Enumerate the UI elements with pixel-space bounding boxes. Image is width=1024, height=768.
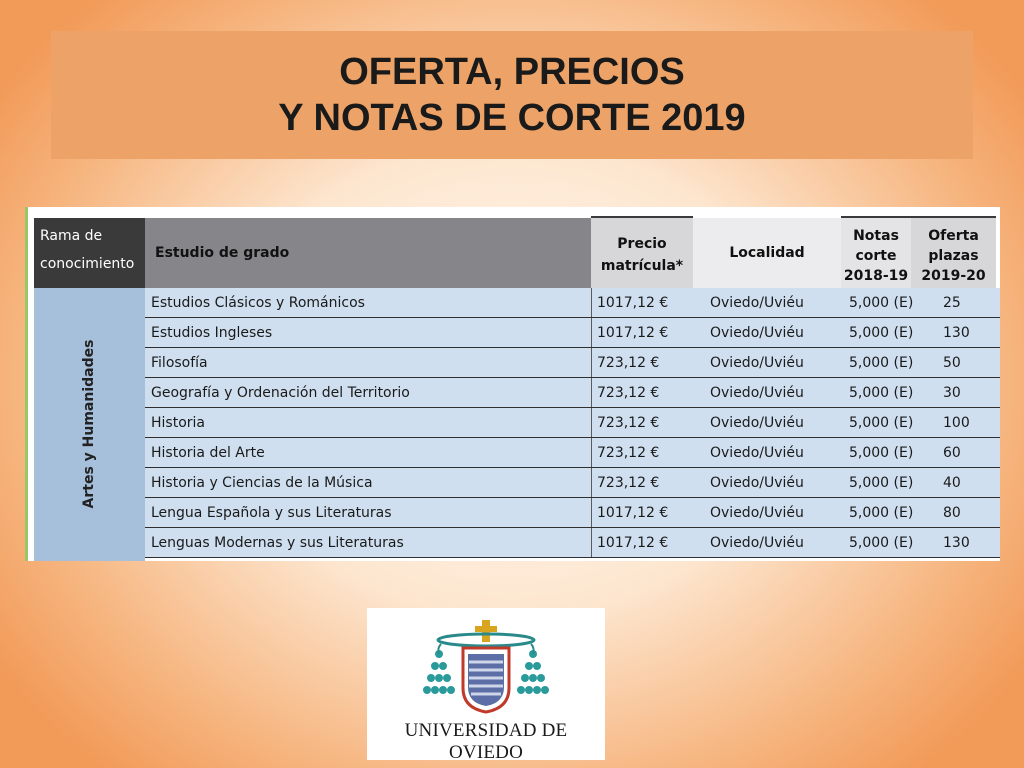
cell-localidad: Oviedo/Uviéu: [710, 385, 804, 401]
cell-plazas: 25: [943, 295, 961, 311]
cell-estudio: Lenguas Modernas y sus Literaturas: [151, 535, 404, 551]
table-body: [145, 288, 1000, 558]
table-row: [145, 528, 1000, 558]
title-line-2: Y NOTAS DE CORTE 2019: [278, 97, 746, 139]
cell-localidad: Oviedo/Uviéu: [710, 295, 804, 311]
cell-nota: 5,000 (E): [849, 445, 914, 461]
table-row: [145, 348, 1000, 378]
cell-localidad: Oviedo/Uviéu: [710, 535, 804, 551]
cell-estudio: Geografía y Ordenación del Territorio: [151, 385, 410, 401]
cell-plazas: 60: [943, 445, 961, 461]
cell-precio: 723,12 €: [597, 475, 660, 491]
university-crest-icon: [367, 608, 605, 718]
header-precio-line2: matrícula*: [600, 258, 684, 274]
cell-estudio: Estudios Clásicos y Románicos: [151, 295, 365, 311]
header-precio: [591, 218, 693, 288]
header-notas-line2: corte: [855, 248, 897, 264]
cell-precio: 723,12 €: [597, 355, 660, 371]
cell-nota: 5,000 (E): [849, 505, 914, 521]
cell-localidad: Oviedo/Uviéu: [710, 355, 804, 371]
header-rama: [34, 218, 145, 288]
table-row: [145, 438, 1000, 468]
cell-estudio: Estudios Ingleses: [151, 325, 273, 341]
cell-localidad: Oviedo/Uviéu: [710, 445, 804, 461]
column-separator: [591, 408, 592, 437]
table-row: [145, 468, 1000, 498]
column-separator: [591, 528, 592, 557]
cell-nota: 5,000 (E): [849, 415, 914, 431]
cell-precio: 1017,12 €: [597, 325, 669, 341]
header-oferta-line1: Oferta: [928, 228, 979, 244]
cell-plazas: 40: [943, 475, 961, 491]
cell-plazas: 50: [943, 355, 961, 371]
rama-label: Artes y Humanidades: [81, 339, 97, 509]
cell-localidad: Oviedo/Uviéu: [710, 325, 804, 341]
column-separator: [591, 468, 592, 497]
header-rama-line2: conocimiento: [40, 256, 135, 272]
table-row: [145, 498, 1000, 528]
header-notas: [841, 218, 911, 288]
cell-precio: 723,12 €: [597, 385, 660, 401]
cell-localidad: Oviedo/Uviéu: [710, 475, 804, 491]
cell-nota: 5,000 (E): [849, 385, 914, 401]
cell-plazas: 80: [943, 505, 961, 521]
cell-precio: 723,12 €: [597, 445, 660, 461]
cell-precio: 723,12 €: [597, 415, 660, 431]
cell-estudio: Historia: [151, 415, 205, 431]
rama-column: [34, 288, 145, 561]
cell-plazas: 30: [943, 385, 961, 401]
cell-localidad: Oviedo/Uviéu: [710, 505, 804, 521]
header-localidad: Localidad: [693, 218, 841, 288]
university-logo: [367, 608, 605, 763]
header-oferta-line2: plazas: [928, 248, 979, 264]
header-precio-line1: Precio: [617, 236, 667, 252]
cell-nota: 5,000 (E): [849, 325, 914, 341]
table-row: [145, 318, 1000, 348]
header-estudio: Estudio de grado: [145, 218, 591, 288]
cell-estudio: Lengua Española y sus Literaturas: [151, 505, 392, 521]
cell-plazas: 130: [943, 535, 970, 551]
column-separator: [591, 318, 592, 347]
title-line-1: OFERTA, PRECIOS: [339, 51, 685, 93]
cell-plazas: 100: [943, 415, 970, 431]
slide-title: [51, 31, 973, 159]
column-separator: [591, 288, 592, 317]
cell-nota: 5,000 (E): [849, 535, 914, 551]
header-rama-line1: Rama de: [40, 228, 103, 244]
cell-nota: 5,000 (E): [849, 295, 914, 311]
left-accent-strip: [25, 207, 28, 561]
cell-plazas: 130: [943, 325, 970, 341]
cell-precio: 1017,12 €: [597, 535, 669, 551]
cell-estudio: Historia del Arte: [151, 445, 265, 461]
header-oferta: [911, 218, 996, 288]
column-separator: [591, 498, 592, 527]
table-row: [145, 288, 1000, 318]
grades-table: [25, 207, 1000, 561]
column-separator: [591, 348, 592, 377]
cell-nota: 5,000 (E): [849, 355, 914, 371]
cell-estudio: Historia y Ciencias de la Música: [151, 475, 373, 491]
header-notas-line3: 2018-19: [843, 268, 909, 284]
cell-localidad: Oviedo/Uviéu: [710, 415, 804, 431]
cell-precio: 1017,12 €: [597, 505, 669, 521]
column-separator: [591, 438, 592, 467]
cell-estudio: Filosofía: [151, 355, 208, 371]
cell-precio: 1017,12 €: [597, 295, 669, 311]
header-notas-line1: Notas: [853, 228, 899, 244]
table-row: [145, 408, 1000, 438]
university-name: UNIVERSIDAD DE OVIEDO: [404, 720, 568, 763]
header-oferta-line3: 2019-20: [921, 268, 986, 284]
column-separator: [591, 378, 592, 407]
table-row: [145, 378, 1000, 408]
cell-nota: 5,000 (E): [849, 475, 914, 491]
